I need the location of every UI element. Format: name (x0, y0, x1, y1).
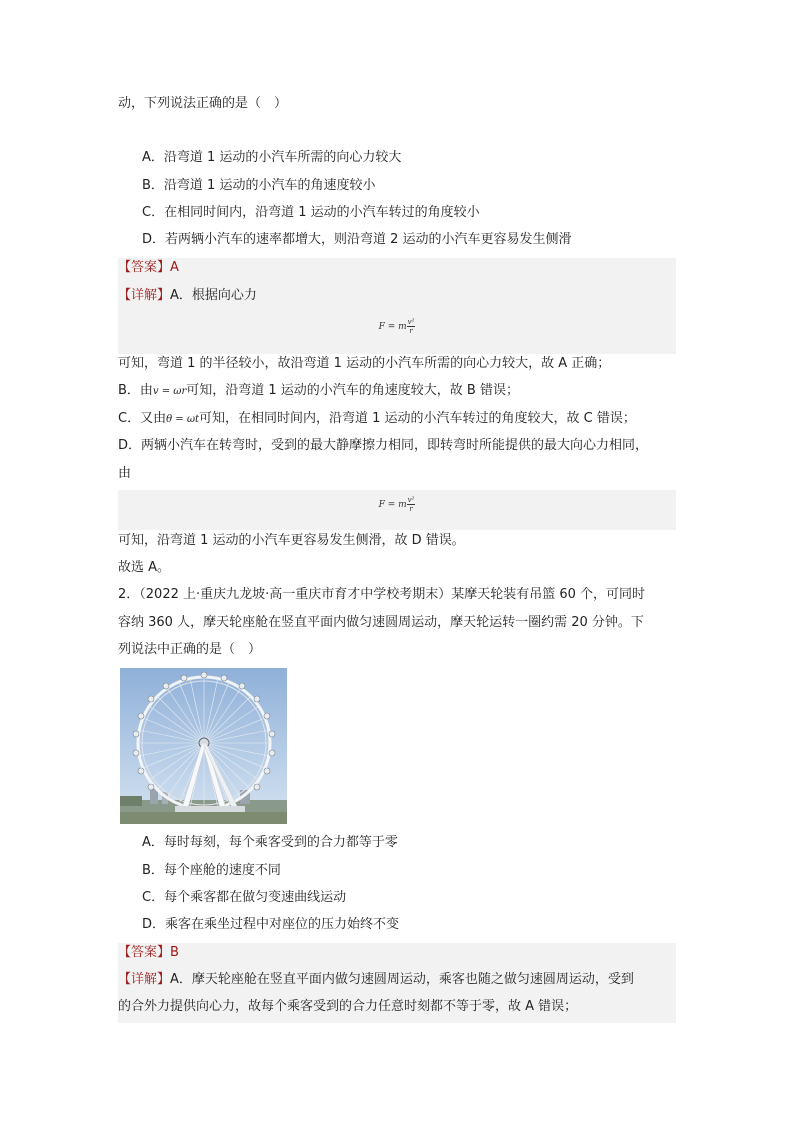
q1-line-c (118, 410, 636, 429)
q1-solution-background (118, 258, 676, 354)
q2-stem-line-2: 容纳 360 人，摩天轮座舱在竖直平面内做匀速圆周运动，摩天轮运转一圈约需 20 分钟。下 (118, 615, 644, 630)
detail-text: A．摩天轮座舱在竖直平面内做匀速圆周运动，乘客也随之做匀速圆周运动，受到 (170, 972, 634, 987)
detail-label: 【详解】 (118, 288, 171, 303)
q1-line-d2: 由 (118, 466, 132, 481)
formula-denominator: r (409, 327, 413, 335)
q2-stem-line-1: 2．（2022 上·重庆九龙坡·高一重庆市育才中学校考期末）某摩天轮装有吊篮 60 个，可同时 (118, 587, 646, 602)
line-c-suffix: 可知，在相同时间内，沿弯道 1 运动的小汽车转过的角度较大，故 C 错误； (199, 411, 636, 426)
line-c-prefix: C．又由 (118, 411, 167, 426)
q2-stem-line-3: 列说法中正确的是（ ） (118, 642, 262, 657)
q1-line-a: 可知，弯道 1 的半径较小，故沿弯道 1 运动的小汽车所需的向心力较大，故 A 正确； (118, 356, 611, 371)
formula-denominator: r (409, 505, 413, 513)
q1-line-d3: 可知，沿弯道 1 运动的小汽车更容易发生侧滑，故 D 错误。 (118, 533, 465, 548)
detail-label: 【详解】 (118, 972, 171, 987)
line-b-prefix: B．由 (118, 383, 153, 398)
q2-option-d: D．乘客在乘坐过程中对座位的压力始终不变 (142, 917, 400, 932)
q1-answer (118, 259, 179, 277)
q1-option-d: D．若两辆小汽车的速率都增大，则沿弯道 2 运动的小汽车更容易发生侧滑 (142, 232, 572, 247)
formula-fraction (407, 318, 416, 335)
q2-option-a: A．每时每刻，每个乘客受到的合力都等于零 (142, 835, 398, 850)
q1-detail-intro (118, 287, 257, 305)
line-b-math: v = ωr (152, 386, 187, 397)
q1-conclusion: 故选 A。 (118, 560, 171, 575)
q2-option-c: C．每个乘客都在做匀变速曲线运动 (142, 890, 347, 905)
q1-line-b (118, 382, 519, 401)
answer-value: B (170, 945, 179, 960)
formula-numerator: v² (407, 496, 415, 504)
q2-detail-line-1 (118, 971, 634, 989)
q1-formula-2 (118, 496, 676, 513)
line-b-suffix: 可知，沿弯道 1 运动的小汽车的角速度较大，故 B 错误； (186, 383, 519, 398)
detail-intro-text: A．根据向心力 (170, 288, 257, 303)
formula-lhs: F = m (378, 322, 407, 332)
answer-label: 【答案】 (118, 260, 171, 275)
ferris-wheel-photo (120, 668, 287, 824)
q2-option-b: B．每个座舱的速度不同 (142, 863, 281, 878)
q2-detail-line-2: 的合外力提供向心力，故每个乘客受到的合力任意时刻都不等于零，故 A 错误； (118, 999, 578, 1014)
answer-value: A (170, 260, 179, 275)
q1-option-a: A．沿弯道 1 运动的小汽车所需的向心力较大 (142, 150, 402, 165)
q1-line-d1: D．两辆小汽车在转弯时，受到的最大静摩擦力相同，即转弯时所能提供的最大向心力相同， (118, 438, 649, 453)
formula-fraction (407, 496, 416, 513)
q1-formula-1 (118, 318, 676, 335)
q1-option-c: C．在相同时间内，沿弯道 1 运动的小汽车转过的角度较小 (142, 205, 480, 220)
line-c-math: θ = ωt (166, 414, 200, 425)
q2-answer (118, 944, 179, 962)
formula-lhs: F = m (378, 500, 407, 510)
formula-numerator: v² (407, 318, 415, 326)
q1-option-b: B．沿弯道 1 运动的小汽车的角速度较小 (142, 178, 376, 193)
answer-label: 【答案】 (118, 945, 171, 960)
q1-stem-tail: 动，下列说法正确的是（ ） (118, 96, 288, 111)
